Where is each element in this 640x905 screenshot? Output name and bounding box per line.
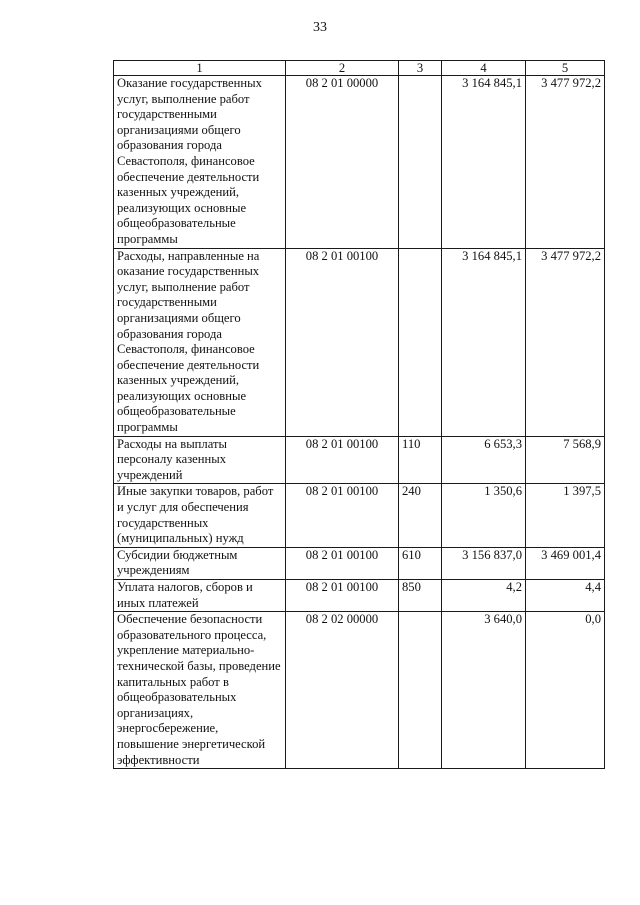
row-value-col4-cell: 3 156 837,0: [442, 547, 526, 579]
table-header-row: [114, 61, 605, 76]
column-header-4: 4: [442, 61, 526, 76]
row-type-cell: 110: [399, 436, 442, 484]
row-code-cell: 08 2 01 00100: [286, 580, 399, 612]
row-type-cell: 850: [399, 580, 442, 612]
row-value-col4-cell: 6 653,3: [442, 436, 526, 484]
column-header-5: 5: [526, 61, 605, 76]
row-name-cell: Расходы на выплаты персоналу казенных учреждений: [114, 436, 286, 484]
row-value-col4-cell: 3 640,0: [442, 612, 526, 769]
row-type-cell: 610: [399, 547, 442, 579]
row-value-col5-cell: 3 477 972,2: [526, 248, 605, 436]
row-value-col4-cell: 3 164 845,1: [442, 248, 526, 436]
table-row: [114, 612, 605, 769]
row-value-col4-cell: 4,2: [442, 580, 526, 612]
row-name-cell: Оказание государственных услуг, выполнение работ государственными организациями общего образования города Севастополя, финансовое обеспечение деятельности казенных учреждений, реализующих основные общеобразовательные программы: [114, 76, 286, 249]
table-row: [114, 248, 605, 436]
row-name-cell: Иные закупки товаров, работ и услуг для обеспечения государственных (муниципальных) нужд: [114, 484, 286, 547]
row-value-col5-cell: 0,0: [526, 612, 605, 769]
row-value-col4-cell: 3 164 845,1: [442, 76, 526, 249]
row-code-cell: 08 2 01 00100: [286, 248, 399, 436]
table-row: [114, 580, 605, 612]
row-type-cell: [399, 248, 442, 436]
row-value-col5-cell: 1 397,5: [526, 484, 605, 547]
row-value-col5-cell: 4,4: [526, 580, 605, 612]
column-header-2: 2: [286, 61, 399, 76]
row-name-cell: Обеспечение безопасности образовательного процесса, укрепление материально-технической базы, проведение капитальных работ в общеобразовательных организациях, энергосбережение, повышение энергетической эффективности: [114, 612, 286, 769]
table-row: [114, 436, 605, 484]
row-type-cell: [399, 76, 442, 249]
budget-table: [113, 60, 605, 769]
row-value-col4-cell: 1 350,6: [442, 484, 526, 547]
row-value-col5-cell: 7 568,9: [526, 436, 605, 484]
row-code-cell: 08 2 02 00000: [286, 612, 399, 769]
row-code-cell: 08 2 01 00100: [286, 436, 399, 484]
row-name-cell: Расходы, направленные на оказание государственных услуг, выполнение работ государственными организациями общего образования города Севастополя, финансовое обеспечение деятельности казенных учреждений, реализующих основные общеобразовательные программы: [114, 248, 286, 436]
row-name-cell: Субсидии бюджетным учреждениям: [114, 547, 286, 579]
row-code-cell: 08 2 01 00000: [286, 76, 399, 249]
row-value-col5-cell: 3 477 972,2: [526, 76, 605, 249]
row-value-col5-cell: 3 469 001,4: [526, 547, 605, 579]
column-header-1: 1: [114, 61, 286, 76]
page-number: 33: [313, 20, 327, 35]
row-code-cell: 08 2 01 00100: [286, 547, 399, 579]
row-name-cell: Уплата налогов, сборов и иных платежей: [114, 580, 286, 612]
table-row: [114, 76, 605, 249]
row-type-cell: 240: [399, 484, 442, 547]
table-row: [114, 484, 605, 547]
column-header-3: 3: [399, 61, 442, 76]
table-row: [114, 547, 605, 579]
row-code-cell: 08 2 01 00100: [286, 484, 399, 547]
row-type-cell: [399, 612, 442, 769]
